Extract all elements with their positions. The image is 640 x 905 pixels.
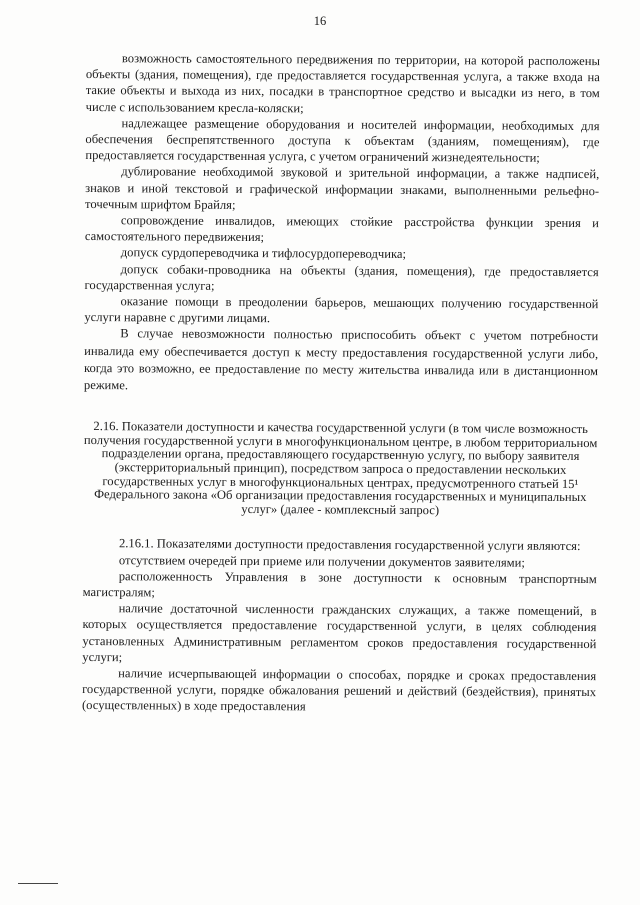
paragraph-staff-sufficiency: наличие достаточной численности гражданских служащих, а также помещений, в которых осуществляется предоставление государственной услуги, в целях соблюдения установленных Административным регламентом сроков предоставления государственной услуги; <box>82 601 597 665</box>
paragraph-braille-duplication: дублирование необходимой звуковой и зрительной информации, а также надписей, знаков и иной текстовой и графической информации знаками, выполненными рельефно-точечным шрифтом Брайля; <box>85 164 600 212</box>
paragraph-accompaniment: сопровождение инвалидов, имеющих стойкие расстройства функции зрения и самостоятельного передвижения; <box>84 213 599 245</box>
paragraph-equipment-placement: надлежащее размещение оборудования и носителей информации, необходимых для обеспечения беспрепятственного доступа к объектам (зданиям, помещениям), где предоставляется государственная услуга, с учетом ограничений жизнедеятельности; <box>85 116 600 165</box>
paragraph-exhaustive-info: наличие исчерпывающей информации о способах, порядке и сроках предоставления государственной услуги, порядке обжалования решений и действий (бездействия), принятых (осуществленных) в ходе предоставления <box>81 666 597 714</box>
paragraph-no-queues: отсутствием очередей при приеме или получении документов заявителями; <box>118 552 525 570</box>
page-number: 16 <box>313 14 327 28</box>
paragraph-guide-dog: допуск собаки-проводника на объекты (здания, помещения), где предоставляется государственная услуга; <box>84 261 599 293</box>
paragraph-2-16-1: 2.16.1. Показателями доступности предоставления государственной услуги являются: <box>118 536 581 554</box>
paragraph-sign-interpreter: допуск сурдопереводчика и тифлосурдопереводчика; <box>120 245 407 262</box>
document-body <box>82 50 600 717</box>
paragraph-transport-access: расположенность Управления в зоне доступности к основным транспортным магистралям; <box>82 569 597 600</box>
footnote-separator-line <box>18 883 58 884</box>
paragraph-mobility: возможность самостоятельного передвижения по территории, на которой расположены объекты (здания, помещения), где предоставляется государственная услуга, а также входа на такие объекты и выхода из них, посадки в транспортное средство и высадки из него, в том числе с использованием кресла-коляски; <box>85 51 600 115</box>
paragraph-remote-service: В случае невозможности полностью приспособить объект с учетом потребности инвалида ему обеспечивается доступ к месту предоставления государственной услуги либо, когда это возможно, ее предоставление по месту жительства инвалида или в дистанционном режиме. <box>83 326 599 393</box>
section-heading-2-16: 2.16. Показатели доступности и качества государственной услуги (в том числе возможность получения государственной услуги в многофункциональном центре, в любом территориальном подразделении органа, предоставляющего государственную услугу, по выбору заявителя (экстерриториальный принцип), посредством запроса о предоставлении нескольких государственных услуг в многофункциональных центрах, предусмотренного статьей 15¹ Федерального закона «Об организации предоставления государственных и муниципальных услуг» (далее - комплексный запрос) <box>83 419 598 517</box>
paragraph-barrier-assistance: оказание помощи в преодолении барьеров, мешающих получению государственной услуги наравне с другими лицами. <box>84 294 599 326</box>
